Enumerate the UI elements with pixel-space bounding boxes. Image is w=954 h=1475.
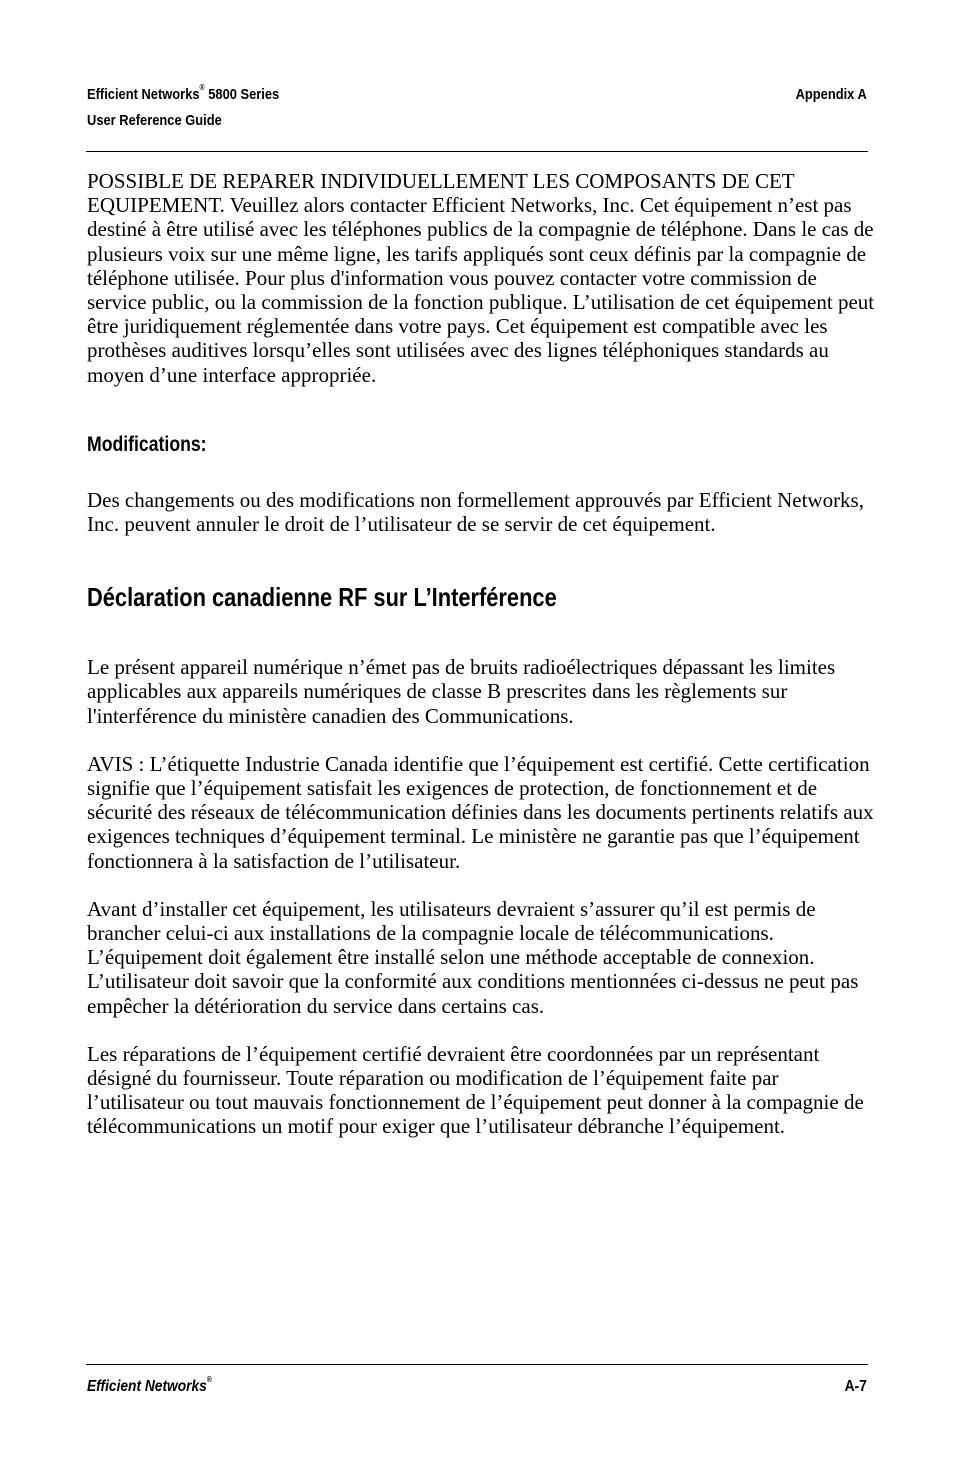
intro-paragraph: POSSIBLE DE REPARER INDIVIDUELLEMENT LES COMPOSANTS DE CET EQUIPEMENT. Veuillez alors contacter Efficient Networks, Inc. Cet équipement n’est pas destiné à être utilisé avec les téléphones publics de la compagnie de téléphone. Dans le cas de plusieurs voix sur une même ligne, les tarifs appliqués sont ceux définis par la compagnie de téléphone utilisée. Pour plus d'information vous pouvez contacter votre commission de service public, ou la commission de la fonction publique. L’utilisation de cet équipement peut être juridiquement réglementée dans votre pays. Cet équipement est compatible avec les prothèses auditives lorsqu’elles sont utilisées avec des lignes téléphoniques standards au moyen d’une interface appropriée. [87, 169, 875, 387]
header-divider [86, 151, 868, 152]
section-heading: Déclaration canadienne RF sur L’Interférence [87, 582, 557, 613]
page-header [87, 82, 867, 138]
header-series: 5800 Series [204, 86, 280, 103]
paragraph-avis: AVIS : L’étiquette Industrie Canada identifie que l’équipement est certifié. Cette certification signifie que l’équipement satisfait les exigences de protection, de fonctionnement et de sécurité des réseaux de télécommunication définies dans les documents pertinents relatifs aux exigences techniques d’équipement terminal. Le ministère ne garantie pas que l’équipement fonctionnera à la satisfaction de l’utilisateur. [87, 751, 874, 873]
page-number: A-7 [844, 1378, 867, 1395]
page-body [87, 169, 877, 1139]
modifications-heading: Modifications: [87, 432, 207, 456]
header-subtitle: User Reference Guide [87, 112, 222, 129]
paragraph-repairs: Les réparations de l’équipement certifié devraient être coordonnées par un représentant désigné du fournisseur. Toute réparation ou modification de l’équipement faite par l’utilisateur ou tout mauvais fonctionnement de l’équipement peut donner à la compagnie de télécommunications un motif pour exiger que l’utilisateur débranche l’équipement. [87, 1041, 864, 1139]
footer-divider [86, 1364, 868, 1365]
header-brand: Efficient Networks [87, 86, 200, 103]
header-section: Appendix A [795, 86, 867, 103]
paragraph-installation: Avant d’installer cet équipement, les utilisateurs devraient s’assurer qu’il est permis de brancher celui-ci aux installations de la compagnie locale de télécommunications. L’équipement doit également être installé selon une méthode acceptable de connexion. L’utilisateur doit savoir que la conformité aux conditions mentionnées ci-dessus ne peut pas empêcher la détérioration du service dans certains cas. [87, 896, 859, 1018]
footer-registered-mark: ® [206, 1375, 212, 1384]
header-registered-mark: ® [199, 83, 205, 92]
header-title-line [87, 82, 279, 108]
footer-brand: Efficient Networks [87, 1378, 207, 1395]
paragraph-emissions: Le présent appareil numérique n’émet pas de bruits radioélectriques dépassant les limites applicables aux appareils numériques de classe B prescrites dans les règlements sur l'interférence du ministère canadien des Communications. [87, 655, 836, 728]
modifications-paragraph: Des changements ou des modifications non formellement approuvés par Efficient Networks, Inc. peuvent annuler le droit de l’utilisateur de se servir de cet équipement. [87, 487, 864, 537]
header-left [87, 82, 279, 134]
footer-brand-line [87, 1373, 212, 1401]
page-footer [87, 1373, 867, 1403]
